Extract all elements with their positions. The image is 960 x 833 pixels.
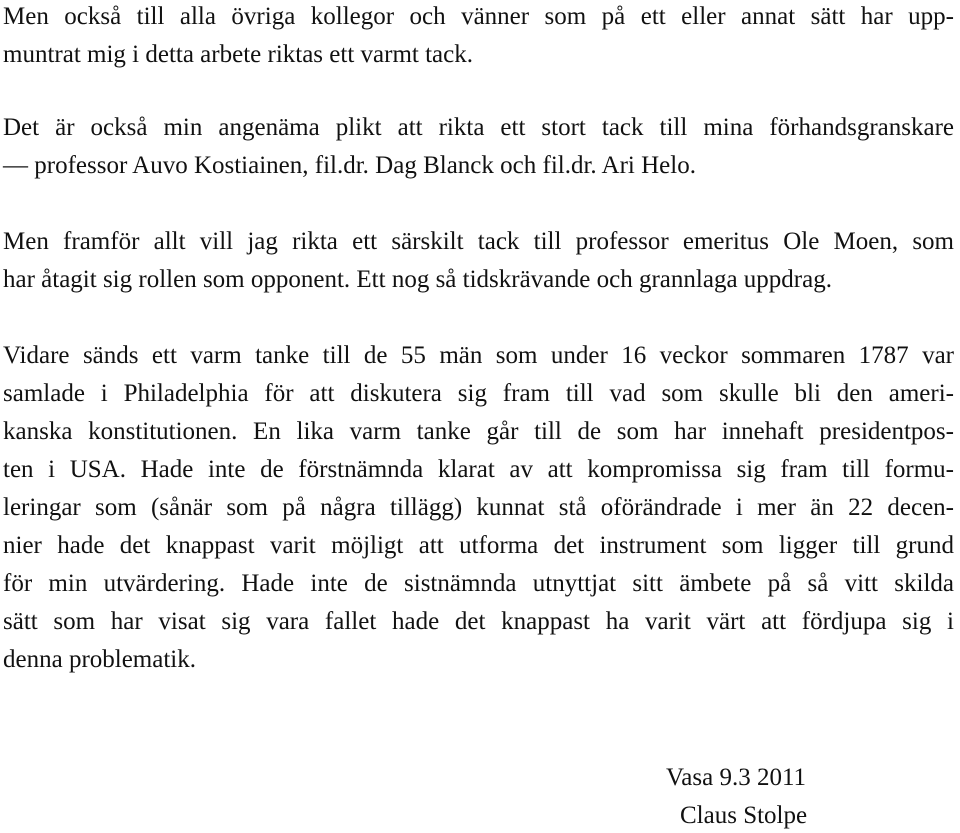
paragraph-4-line-7: för min utvärdering. Hade inte de sistnämnda utnyttjat sitt ämbete på så vitt skilda [3,570,954,597]
paragraph-1-line-2: muntrat mig i detta arbete riktas ett varmt tack. [3,41,473,68]
paragraph-3-line-2: har åtagit sig rollen som opponent. Ett nog så tidskrävande och grannlaga uppdrag. [3,266,832,293]
paragraph-4-line-6: nier hade det knappast varit möjligt att utforma det instrument som ligger till grund [3,532,954,559]
paragraph-1-line-1: Men också till alla övriga kollegor och vänner som på ett eller annat sätt har upp- [3,3,954,30]
paragraph-2-line-2: — professor Auvo Kostiainen, fil.dr. Dag Blanck och fil.dr. Ari Helo. [3,152,696,179]
paragraph-4-line-8: sätt som har visat sig vara fallet hade det knappast ha varit värt att fördjupa sig i [3,608,954,635]
paragraph-4-line-4: ten i USA. Hade inte de förstnämnda klarat av att kompromissa sig fram till formu- [3,456,954,483]
paragraph-4-line-5: leringar som (sånär som på några tillägg) kunnat stå oförändrade i mer än 22 decen- [3,494,954,521]
signature-place-date: Vasa 9.3 2011 [666,764,807,791]
paragraph-4-line-9: denna problematik. [3,646,196,673]
paragraph-4-line-2: samlade i Philadelphia för att diskutera sig fram till vad som skulle bli den ameri- [3,380,954,407]
signature-name: Claus Stolpe [680,802,808,829]
paragraph-4-line-1: Vidare sänds ett varm tanke till de 55 män som under 16 veckor sommaren 1787 var [3,342,954,369]
paragraph-2-line-1: Det är också min angenäma plikt att rikta ett stort tack till mina förhandsgranskare [3,114,954,141]
paragraph-3-line-1: Men framför allt vill jag rikta ett särskilt tack till professor emeritus Ole Moen, som [3,228,954,255]
paragraph-4-line-3: kanska konstitutionen. En lika varm tanke går till de som har innehaft presidentpos- [3,418,954,445]
